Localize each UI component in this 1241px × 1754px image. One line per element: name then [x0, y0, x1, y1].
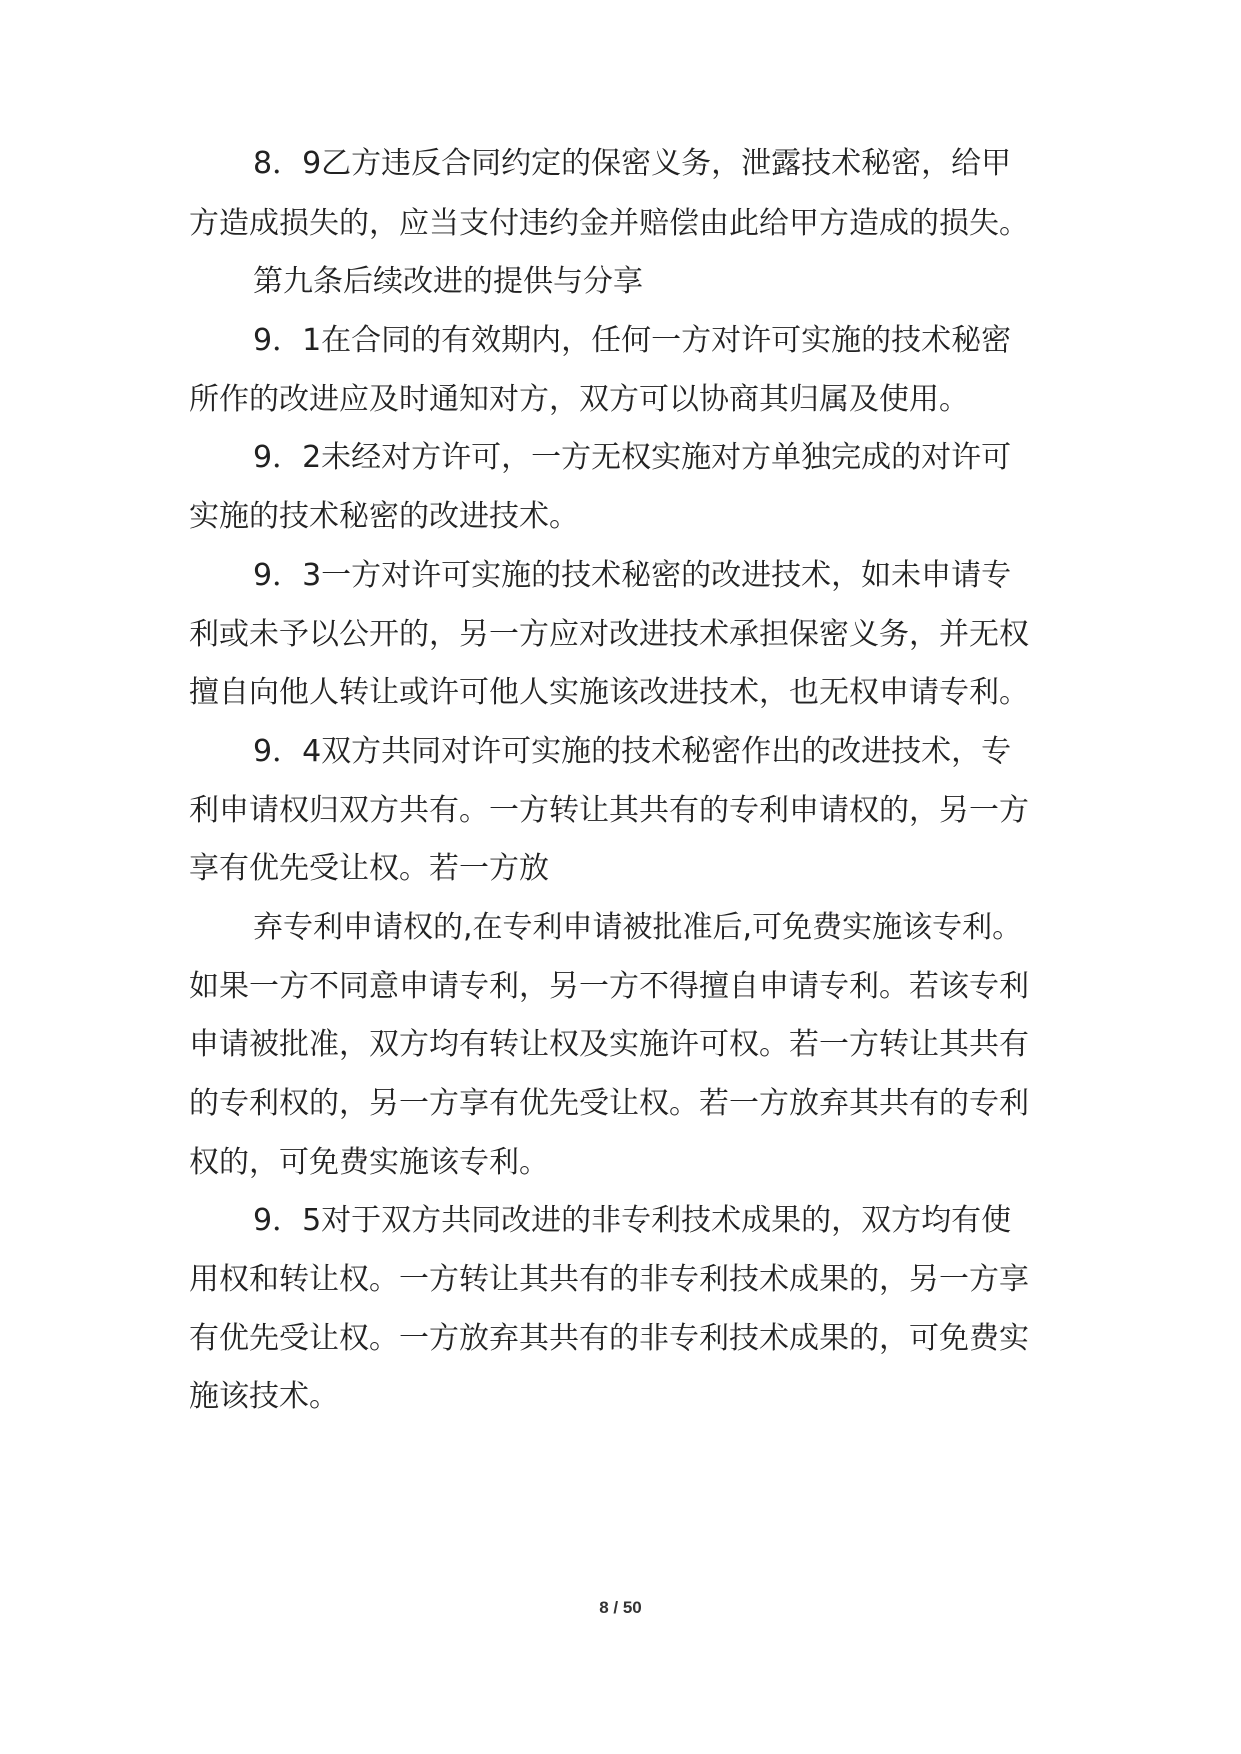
clause-9-4-line-7: 的专利权的，另一方享有优先受让权。若一方放弃其共有的专利 [189, 1086, 1029, 1121]
clause-9-5-line-2: 用权和转让权。一方转让其共有的非专利技术成果的，另一方享 [189, 1262, 1029, 1297]
article-9-heading: 第九条后续改进的提供与分享 [253, 264, 643, 299]
clause-9-3-line-1: 9．3一方对许可实施的技术秘密的改进技术，如未申请专 [253, 558, 1012, 593]
clause-9-4-line-1: 9．4双方共同对许可实施的技术秘密作出的改进技术，专 [253, 734, 1012, 769]
page-number: 8 / 50 [599, 1598, 642, 1617]
clause-9-5-line-1: 9．5对于双方共同改进的非专利技术成果的，双方均有使 [253, 1203, 1012, 1238]
clause-9-1-line-1: 9．1在合同的有效期内，任何一方对许可实施的技术秘密 [253, 323, 1012, 358]
clause-9-5-line-3: 有优先受让权。一方放弃其共有的非专利技术成果的，可免费实 [189, 1321, 1029, 1356]
clause-9-4-line-5: 如果一方不同意申请专利，另一方不得擅自申请专利。若该专利 [189, 969, 1029, 1004]
clause-9-4-line-4: 弃专利申请权的,在专利申请被批准后,可免费实施该专利。 [253, 910, 1023, 945]
clause-8-9-line-2: 方造成损失的，应当支付违约金并赔偿由此给甲方造成的损失。 [189, 206, 1029, 241]
clause-9-4-line-8: 权的，可免费实施该专利。 [189, 1145, 549, 1180]
clause-9-3-line-3: 擅自向他人转让或许可他人实施该改进技术，也无权申请专利。 [189, 675, 1029, 710]
clause-9-2-line-2: 实施的技术秘密的改进技术。 [189, 499, 579, 534]
clause-9-2-line-1: 9．2未经对方许可，一方无权实施对方单独完成的对许可 [253, 440, 1012, 475]
clause-9-1-line-2: 所作的改进应及时通知对方，双方可以协商其归属及使用。 [189, 382, 969, 417]
clause-8-9-line-1: 8．9乙方违反合同约定的保密义务，泄露技术秘密，给甲 [253, 146, 1012, 181]
clause-9-3-line-2: 利或未予以公开的，另一方应对改进技术承担保密义务，并无权 [189, 617, 1029, 652]
clause-9-5-line-4: 施该技术。 [189, 1379, 339, 1414]
clause-9-4-line-2: 利申请权归双方共有。一方转让其共有的专利申请权的，另一方 [189, 793, 1029, 828]
clause-9-4-line-6: 申请被批准，双方均有转让权及实施许可权。若一方转让其共有 [189, 1027, 1029, 1062]
clause-9-4-line-3: 享有优先受让权。若一方放 [189, 851, 549, 886]
